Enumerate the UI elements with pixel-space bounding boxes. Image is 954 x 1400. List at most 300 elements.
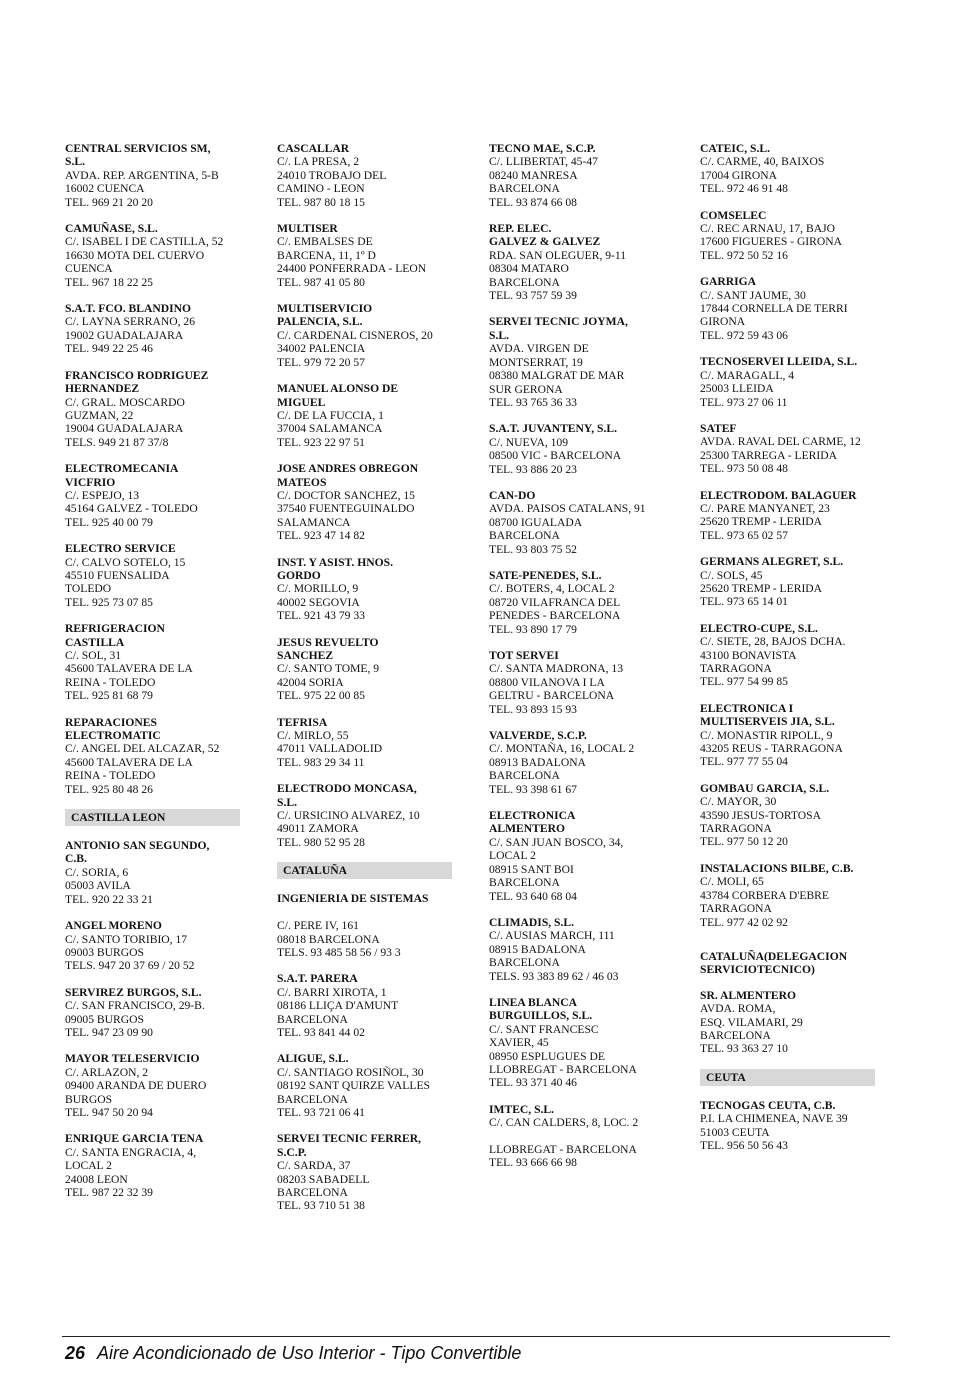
address-line: C/. SANTO TORIBIO, 17 (65, 932, 188, 946)
address-line: 43784 CORBERA D'EBRE (700, 888, 829, 902)
company-name: ANTONIO SAN SEGUNDO, (65, 839, 210, 853)
phone-number: TEL. 93 890 17 79 (489, 622, 577, 636)
service-entry (700, 862, 875, 929)
company-name: GORDO (277, 568, 321, 582)
address-line: RDA. SAN OLEGUER, 9-11 (489, 248, 627, 262)
company-name: GARRIGA (700, 275, 757, 289)
service-entry (277, 382, 452, 449)
company-name: VICFRIO (65, 475, 116, 489)
address-line: BARCELONA (489, 182, 560, 196)
phone-number: TEL. 925 40 00 79 (65, 515, 153, 529)
service-entry (489, 916, 664, 983)
address-line: GELTRU - BARCELONA (489, 689, 615, 703)
address-line: C/. SIETE, 28, BAJOS DCHA. (700, 635, 846, 649)
region-header: CEUTA (700, 1069, 875, 1086)
company-name: MIGUEL (277, 395, 326, 409)
service-entry (700, 489, 875, 543)
service-entry (489, 142, 664, 209)
company-name: CATEIC, S.L. (700, 142, 771, 155)
service-entry (489, 996, 664, 1090)
service-entry (65, 462, 240, 529)
address-line: LOCAL 2 (489, 849, 536, 863)
phone-number: TEL. 979 72 20 57 (277, 355, 365, 369)
service-entry (277, 782, 452, 849)
company-name: ELECTRONICA I (700, 701, 794, 715)
company-name: COMSELEC (700, 208, 767, 222)
address-line: 08018 BARCELONA (277, 932, 380, 946)
phone-number: TEL. 975 22 00 85 (277, 689, 365, 703)
address-line: C/. REC ARNAU, 17, BAJO (700, 222, 835, 236)
service-entry (65, 142, 240, 209)
footer-title: Aire Acondicionado de Uso Interior - Tipo Convertible (97, 1343, 522, 1363)
phone-number: TEL. 925 73 07 85 (65, 595, 153, 609)
address-line: 37004 SALAMANCA (277, 422, 383, 436)
address-line: 09005 BURGOS (65, 1012, 144, 1026)
company-name: S.L. (65, 155, 85, 169)
address-line: BARCELONA (277, 1092, 348, 1106)
company-name: GERMANS ALEGRET, S.L. (700, 555, 844, 569)
company-name: HERNANDEZ (65, 382, 140, 396)
phone-number: TEL. 973 50 08 48 (700, 462, 788, 476)
address-line: C/. SANTA ENGRACIA, 4, (65, 1145, 197, 1159)
phone-number: TEL. 972 46 91 48 (700, 182, 788, 196)
address-line: C/. MARAGALL, 4 (700, 368, 795, 382)
address-line: C/. MONTAÑA, 16, LOCAL 2 (489, 742, 635, 756)
phone-number: TEL. 93 398 61 67 (489, 782, 577, 796)
company-name: C.B. (65, 852, 87, 866)
phone-number: TEL. 980 52 95 28 (277, 835, 365, 849)
company-name: JESUS REVUELTO (277, 635, 379, 649)
company-name: CASTILLA (65, 635, 125, 649)
address-line: 08240 MANRESA (489, 168, 578, 182)
address-line: LLOBREGAT - BARCELONA (489, 1062, 637, 1076)
address-line: C/. SAN JUAN BOSCO, 34, (489, 835, 624, 849)
address-line: C/. BARRI XIROTA, 1 (277, 985, 387, 999)
company-name: IMTEC, S.L. (489, 1102, 555, 1116)
address-line: C/. SANTO TOME, 9 (277, 662, 380, 676)
phone-number: TEL. 93 721 06 41 (277, 1105, 365, 1119)
address-line: BARCELONA (277, 1012, 348, 1026)
address-line: C/. SOL, 31 (65, 649, 122, 662)
company-name: SR. ALMENTERO (700, 988, 796, 1002)
address-line: 43100 BONAVISTA (700, 648, 797, 662)
company-name: INGENIERIA DE SISTEMAS (277, 892, 429, 906)
company-name: MULTISERVICIO (277, 302, 373, 316)
phone-number: TEL. 973 65 02 57 (700, 528, 788, 542)
service-entry (65, 919, 240, 973)
address-line: BARCELONA (489, 769, 560, 783)
phone-number: TEL. 93 666 66 98 (489, 1156, 577, 1170)
company-name: MANUEL ALONSO DE (277, 382, 399, 396)
phone-number: TEL. 977 54 99 85 (700, 675, 788, 689)
address-line: C/. SANTA MADRONA, 13 (489, 662, 624, 676)
directory-column-4 (700, 142, 875, 1165)
address-line: ESQ. VILAMARI, 29 (700, 1015, 803, 1029)
service-entry (277, 302, 452, 369)
address-line: C/. BOTERS, 4, LOCAL 2 (489, 582, 615, 596)
company-name: REFRIGERACION (65, 622, 165, 636)
address-line: C/. LLIBERTAT, 45-47 (489, 155, 598, 169)
address-line: 16630 MOTA DEL CUERVO (65, 248, 205, 262)
address-line: C/. CAN CALDERS, 8, LOC. 2 (489, 1116, 639, 1130)
company-name: SERVEI TECNIC FERRER, (277, 1132, 422, 1146)
address-line: REINA - TOLEDO (65, 769, 156, 783)
service-entry (65, 222, 240, 289)
address-line: LLOBREGAT - BARCELONA (489, 1143, 637, 1156)
address-line: 34002 PALENCIA (277, 342, 366, 356)
phone-number: TEL. 93 874 66 08 (489, 195, 577, 209)
address-line: C/. SORIA, 6 (65, 865, 129, 879)
company-name: ELECTRO-CUPE, S.L. (700, 621, 818, 635)
service-entry (277, 716, 452, 770)
company-name: REP. ELEC. (489, 222, 552, 236)
service-entry (489, 1103, 664, 1170)
company-name: ELECTRODOM. BALAGUER (700, 488, 857, 502)
company-name: ANGEL MORENO (65, 919, 162, 933)
company-name: ELECTRONICA (489, 809, 576, 823)
service-entry (65, 839, 240, 906)
company-name: INST. Y ASIST. HNOS. (277, 555, 393, 569)
phone-number: TEL. 973 27 06 11 (700, 395, 788, 409)
address-line: C/. GRAL. MOSCARDO (65, 395, 185, 409)
service-entry (700, 622, 875, 689)
service-entry (700, 209, 875, 263)
address-line: AVDA. PAISOS CATALANS, 91 (489, 502, 646, 516)
phone-number: TEL. 93 640 68 04 (489, 889, 577, 903)
address-line: AVDA. RAVAL DEL CARME, 12 (700, 435, 861, 449)
address-line: C/. CALVO SOTELO, 15 (65, 555, 186, 569)
company-name: FRANCISCO RODRIGUEZ (65, 368, 209, 382)
service-entry (65, 986, 240, 1040)
company-name: INSTALACIONS BILBE, C.B. (700, 861, 854, 875)
directory-column-3 (489, 142, 664, 1183)
phone-number: TELS. 947 20 37 69 / 20 52 (65, 959, 195, 973)
address-line: 08304 MATARO (489, 262, 569, 276)
address-line: 16002 CUENCA (65, 182, 145, 196)
service-entry (277, 892, 452, 959)
address-line: LOCAL 2 (65, 1159, 112, 1173)
company-name: TOT SERVEI (489, 649, 559, 662)
company-name: CAN-DO (489, 488, 536, 502)
directory-column-2 (277, 142, 452, 1226)
company-name: S.C.P. (277, 1145, 307, 1159)
address-line: C/. SARDA, 37 (277, 1159, 351, 1173)
service-entry (700, 555, 875, 609)
company-name: S.L. (277, 795, 297, 809)
phone-number: TEL. 93 710 51 38 (277, 1199, 365, 1213)
address-line: REINA - TOLEDO (65, 675, 156, 689)
phone-number: TEL. 923 22 97 51 (277, 435, 365, 449)
address-line: C/. ARLAZON, 2 (65, 1065, 149, 1079)
company-name: SERVIREZ BURGOS, S.L. (65, 985, 202, 999)
phone-number: TEL. 925 80 48 26 (65, 782, 153, 796)
company-name: ALMENTERO (489, 822, 566, 836)
address-line: TOLEDO (65, 582, 112, 596)
address-line: C/. SOLS, 45 (700, 568, 763, 582)
service-entry (700, 142, 875, 196)
address-line: 45600 TALAVERA DE LA (65, 662, 193, 676)
phone-number: TEL. 987 80 18 15 (277, 195, 365, 209)
address-line: C/. SAN FRANCISCO, 29-B. (65, 999, 205, 1013)
service-entry (700, 422, 875, 476)
address-line: 25620 TREMP - LERIDA (700, 515, 823, 529)
address-line: 08192 SANT QUIRZE VALLES (277, 1079, 430, 1093)
phone-number: TEL. 987 22 32 39 (65, 1186, 153, 1199)
region-header: CASTILLA LEON (65, 809, 240, 826)
phone-number: TEL. 93 841 44 02 (277, 1025, 365, 1039)
phone-number: TEL. 947 50 20 94 (65, 1105, 153, 1119)
phone-number: TEL. 977 42 02 92 (700, 915, 788, 929)
phone-number: TEL. 967 18 22 25 (65, 275, 153, 289)
company-name: S.L. (489, 328, 509, 342)
address-line: 08720 VILAFRANCA DEL (489, 595, 621, 609)
address-line: AVDA. REP. ARGENTINA, 5-B (65, 168, 219, 182)
address-line: BARCELONA (489, 956, 560, 970)
service-entry (700, 989, 875, 1056)
company-name: SERVEI TECNIC JOYMA, (489, 315, 628, 329)
address-line: XAVIER, 45 (489, 1036, 549, 1050)
company-name: S.A.T. JUVANTENY, S.L. (489, 422, 617, 436)
directory-columns (0, 142, 954, 1322)
company-name: ELECTRO SERVICE (65, 542, 176, 556)
address-line: 25300 TARREGA - LERIDA (700, 448, 838, 462)
address-line: 19004 GUADALAJARA (65, 422, 184, 436)
company-name: TEFRISA (277, 715, 328, 729)
address-line: BARCENA, 11, 1º D (277, 248, 376, 262)
phone-number: TEL. 93 757 59 39 (489, 289, 577, 303)
address-line: C/. CARME, 40, BAIXOS (700, 155, 825, 169)
address-line: 25003 LLEIDA (700, 382, 774, 396)
company-name: SATE-PENEDES, S.L. (489, 568, 602, 582)
address-line: GIRONA (700, 315, 746, 329)
phone-number: TEL. 949 22 25 46 (65, 342, 153, 356)
service-entry (277, 636, 452, 703)
address-line: 08950 ESPLUGUES DE (489, 1049, 605, 1063)
delegation-heading-line: (DELEGACION SERVICIO (700, 949, 848, 977)
address-line: 17004 GIRONA (700, 168, 777, 182)
company-name: ELECTROMECANIA (65, 462, 179, 476)
page-footer (65, 1343, 521, 1364)
phone-number: TEL. 93 803 75 52 (489, 542, 577, 556)
company-name: TECNOSERVEI LLEIDA, S.L. (700, 355, 858, 369)
service-entry (65, 369, 240, 449)
address-line: 45164 GALVEZ - TOLEDO (65, 502, 198, 516)
company-name: LINEA BLANCA (489, 995, 577, 1009)
service-entry (489, 569, 664, 636)
service-entry (489, 489, 664, 556)
address-line: BARCELONA (700, 1028, 771, 1042)
directory-column-1 (65, 142, 240, 1212)
company-name: CENTRAL SERVICIOS SM, (65, 142, 211, 155)
service-entry (700, 702, 875, 769)
service-entry (489, 729, 664, 796)
service-entry (65, 542, 240, 609)
company-name: SANCHEZ (277, 649, 334, 662)
spacer (700, 942, 875, 950)
address-line (277, 906, 452, 919)
footer-divider (62, 1336, 890, 1337)
address-line: MONTSERRAT, 19 (489, 355, 583, 369)
company-name: ALIGUE, S.L. (277, 1052, 349, 1066)
address-line: TARRAGONA (700, 902, 772, 916)
service-entry (65, 1052, 240, 1119)
address-line: AVDA. VIRGEN DE (489, 342, 589, 356)
address-line: 43205 REUS - TARRAGONA (700, 742, 843, 756)
address-line: C/. EMBALSES DE (277, 235, 373, 249)
address-line: 45600 TALAVERA DE LA (65, 755, 193, 769)
address-line: C/. MIRLO, 55 (277, 729, 349, 743)
phone-number: TELS. 93 485 58 56 / 93 3 (277, 945, 401, 959)
address-line: CAMINO - LEON (277, 182, 365, 196)
phone-number: TEL. 987 41 05 80 (277, 275, 365, 289)
address-line: C/. MORILLO, 9 (277, 582, 359, 596)
company-name: MULTISERVEIS JIA, S.L. (700, 715, 835, 729)
service-entry (65, 716, 240, 796)
phone-number: TEL. 977 50 12 20 (700, 835, 788, 849)
address-line: BARCELONA (277, 1186, 348, 1199)
address-line: CUENCA (65, 262, 113, 276)
phone-number: TEL. 972 59 43 06 (700, 328, 788, 342)
service-entry (277, 222, 452, 289)
phone-number: TEL. 973 65 14 01 (700, 595, 788, 609)
page-number: 26 (65, 1343, 86, 1363)
address-line: 09400 ARANDA DE DUERO (65, 1079, 207, 1093)
company-name: BURGUILLOS, S.L. (489, 1009, 593, 1023)
address-line: 08380 MALGRAT DE MAR (489, 369, 625, 383)
phone-number: TEL. 972 50 52 16 (700, 248, 788, 262)
phone-number: TEL. 93 371 40 46 (489, 1076, 577, 1090)
phone-number: TEL. 93 886 20 23 (489, 462, 577, 476)
address-line: 17600 FIGUERES - GIRONA (700, 235, 843, 249)
phone-number: TEL. 921 43 79 33 (277, 609, 365, 623)
address-line: 40002 SEGOVIA (277, 595, 360, 609)
company-name: MATEOS (277, 475, 327, 489)
company-name: REPARACIONES (65, 715, 157, 729)
address-line: TARRAGONA (700, 662, 772, 675)
address-line: C/. SANTIAGO ROSIÑOL, 30 (277, 1065, 424, 1079)
phone-number: TEL. 969 21 20 20 (65, 195, 153, 209)
phone-number: TEL. 93 893 15 93 (489, 702, 577, 716)
address-line: 24008 LEON (65, 1172, 128, 1186)
address-line: 08203 SABADELL (277, 1172, 370, 1186)
phone-number: TEL. 925 81 68 79 (65, 689, 153, 703)
service-entry (489, 809, 664, 903)
company-name: JOSE ANDRES OBREGON (277, 462, 419, 476)
company-name: TECNO MAE, S.C.P. (489, 142, 596, 155)
address-line: C/. URSICINO ALVAREZ, 10 (277, 809, 420, 823)
address-line: C/. NUEVA, 109 (489, 435, 569, 449)
service-entry (489, 222, 664, 302)
address-line: 08700 IGUALADA (489, 515, 583, 529)
company-name: CASCALLAR (277, 142, 350, 155)
company-name: S.A.T. FCO. BLANDINO (65, 302, 192, 316)
service-entry (700, 355, 875, 409)
address-line: 08915 SANT BOI (489, 862, 574, 876)
address-line: BURGOS (65, 1092, 113, 1106)
company-name: ELECTRODO MONCASA, (277, 782, 417, 796)
address-line: C/. MAYOR, 30 (700, 795, 777, 809)
service-entry (489, 422, 664, 476)
region-header: CATALUÑA (277, 862, 452, 879)
company-name: CLIMADIS, S.L. (489, 915, 575, 929)
service-entry (277, 1052, 452, 1119)
service-entry (700, 275, 875, 342)
company-name: VALVERDE, S.C.P. (489, 729, 587, 743)
phone-number: TELS. 93 383 89 62 / 46 03 (489, 969, 619, 983)
service-entry (489, 315, 664, 409)
address-line: BARCELONA (489, 876, 560, 890)
company-name: ENRIQUE GARCIA TENA (65, 1132, 204, 1146)
service-entry (65, 302, 240, 356)
delegation-heading-line: TECNICO) (756, 963, 815, 977)
address-line: C/. SANT JAUME, 30 (700, 288, 806, 302)
address-line: BARCELONA (489, 275, 560, 289)
address-line: 24010 TROBAJO DEL (277, 168, 387, 182)
phone-number: TEL. 923 47 14 82 (277, 529, 365, 543)
service-entry (277, 142, 452, 209)
address-line: SUR GERONA (489, 382, 563, 396)
company-name: ELECTROMATIC (65, 729, 161, 743)
address-line: 05003 AVILA (65, 879, 131, 893)
service-entry (489, 649, 664, 716)
company-name: CAMUÑASE, S.L. (65, 222, 158, 236)
address-line: C/. LA PRESA, 2 (277, 155, 360, 169)
address-line: C/. LAYNA SERRANO, 26 (65, 315, 196, 329)
address-line: 37540 FUENTEGUINALDO (277, 502, 415, 516)
address-line: C/. DE LA FUCCIA, 1 (277, 408, 384, 422)
address-line: C/. SANT FRANCESC (489, 1022, 599, 1036)
address-line: 08800 VILANOVA I LA (489, 675, 605, 689)
phone-number: TEL. 920 22 33 21 (65, 892, 153, 906)
phone-number: TEL. 977 77 55 04 (700, 755, 788, 769)
address-line: 09003 BURGOS (65, 945, 144, 959)
address-line: C/. ANGEL DEL ALCAZAR, 52 (65, 742, 220, 756)
address-line: 19002 GUADALAJARA (65, 328, 184, 342)
address-line: 51003 CEUTA (700, 1125, 770, 1139)
address-line: 25620 TREMP - LERIDA (700, 581, 823, 595)
address-line (489, 1130, 664, 1143)
company-name: GOMBAU GARCIA, S.L. (700, 781, 830, 795)
service-entry (65, 622, 240, 702)
address-line: BARCELONA (489, 529, 560, 543)
address-line: 24400 PONFERRADA - LEON (277, 262, 427, 276)
address-line: 17844 CORNELLA DE TERRI (700, 302, 848, 316)
company-name: PALENCIA, S.L. (277, 315, 363, 329)
address-line: C/. ESPEJO, 13 (65, 488, 140, 502)
address-line: 08186 LLIÇA D'AMUNT (277, 999, 399, 1013)
address-line: GUZMAN, 22 (65, 408, 134, 422)
company-name: S.A.T. PARERA (277, 972, 358, 986)
phone-number: TEL. 947 23 09 90 (65, 1025, 153, 1039)
service-entry (277, 972, 452, 1039)
service-entry (700, 782, 875, 849)
phone-number: TEL. 956 50 56 43 (700, 1138, 788, 1152)
phone-number: TEL. 93 363 27 10 (700, 1042, 788, 1056)
company-name: TECNOGAS CEUTA, C.B. (700, 1098, 836, 1112)
company-name: SATEF (700, 421, 737, 435)
address-line: 08500 VIC - BARCELONA (489, 449, 622, 463)
address-line: C/. DOCTOR SANCHEZ, 15 (277, 488, 415, 502)
service-entry (277, 462, 452, 542)
address-line: 49011 ZAMORA (277, 822, 359, 836)
address-line: C/. MONASTIR RIPOLL, 9 (700, 728, 833, 742)
service-entry (277, 556, 452, 623)
phone-number: TEL. 983 29 34 11 (277, 755, 365, 769)
service-entry (700, 1099, 875, 1153)
address-line: C/. CARDENAL CISNEROS, 20 (277, 328, 433, 342)
service-entry (277, 1132, 452, 1212)
address-line: SALAMANCA (277, 515, 351, 529)
